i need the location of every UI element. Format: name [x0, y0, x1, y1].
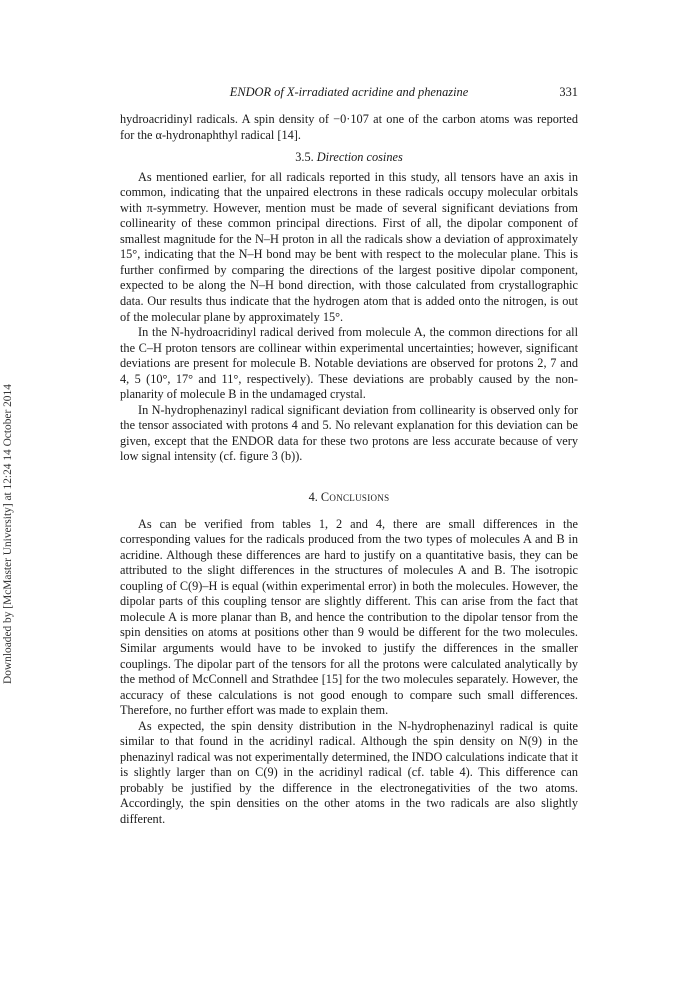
section-title: Conclusions	[320, 490, 390, 505]
section-number: 4.	[308, 490, 318, 505]
paragraph: As mentioned earlier, for all radicals reported in this study, all tensors have an axis in common, indicating that the unpaired electrons in these radicals occupy molecular orbitals with π-symmetry. However, mention must be made of several significant deviations from collinearity of these common principal directions. First of all, the dipolar component of smallest magnitude for the N–H proton in all the radicals show a deviation of approximately 15°, indicating that the N–H bond may be bent with respect to the molecular plane. This is further confirmed by comparing the directions of the largest positive dipolar component, expected to be along the N–H bond direction, with those calculated from crystallographic data. Our results thus indicate that the hydrogen atom that is added onto the nitrogen, is out of the molecular plane by approximately 15°.	[120, 169, 578, 324]
download-watermark-text: Downloaded by [McMaster University] at 12:24 14 October 2014	[2, 384, 14, 684]
page-number: 331	[559, 85, 578, 99]
paragraph: In N-hydrophenazinyl radical significant deviation from collinearity is observed only for the tensor associated with protons 4 and 5. No relevant explanation for this deviation can be given, except that the ENDOR data for these two protons are less accurate because of very low signal intensity (cf. figure 3 (b)).	[120, 402, 578, 464]
paragraph: As expected, the spin density distribution in the N-hydrophenazinyl radical is quite similar to that found in the acridinyl radical. Although the spin density on N(9) in the phenazinyl radical was not experimentally determined, the INDO calculations indicate that it is slightly larger than on C(9) in the acridinyl radical (cf. table 4). This difference can probably be justified by the difference in the electronegativities of the two atoms. Accordingly, the spin densities on the other atoms in the two radicals are also slightly different.	[120, 718, 578, 826]
paragraph-continued: hydroacridinyl radicals. A spin density of −0·107 at one of the carbon atoms was reported for the α-hydronaphthyl radical [14].	[120, 112, 578, 142]
paragraph: In the N-hydroacridinyl radical derived from molecule A, the common directions for all the C–H proton tensors are collinear within experimental uncertainties; however, significant deviations are present for molecule B. Notable deviations are observed for protons 2, 7 and 4, 5 (10°, 17° and 11°, respectively). These deviations are probably caused by the non-planarity of molecule B in the undamaged crystal.	[120, 325, 578, 402]
section-number: 3.5.	[295, 150, 314, 165]
running-head	[120, 84, 578, 100]
paragraph: As can be verified from tables 1, 2 and 4, there are small differences in the corresponding values for the radicals produced from the two types of molecules A and B in acridine. Although these differences are hard to justify on a quantitative basis, they can be attributed to the slight differences in the structures of molecules A and B. The isotropic coupling of C(9)–H is equal (within experimental error) in both the molecules. However, the dipolar parts of this coupling tensor are slightly different. This can arise from the fact that molecule A is more planar than B, and hence the contribution to the dipolar tensor from the spin densities on atoms at positions other than 9 would be different for the two molecules. Similar arguments would have to be invoked to justify the differences in the smaller couplings. The dipolar part of the tensors for all the protons were calculated analytically by the method of McConnell and Strathdee [15] for the two molecules separately. However, the accuracy of these calculations is not good enough to compare such small differences. Therefore, no further effort was made to explain them.	[120, 516, 578, 718]
running-head-title: ENDOR of X-irradiated acridine and phenazine	[229, 85, 469, 99]
section-heading-4	[120, 490, 578, 506]
section-heading-3-5	[120, 150, 578, 166]
body-text	[120, 112, 578, 828]
section-title: Direction cosines	[316, 150, 403, 165]
download-watermark	[0, 297, 14, 684]
